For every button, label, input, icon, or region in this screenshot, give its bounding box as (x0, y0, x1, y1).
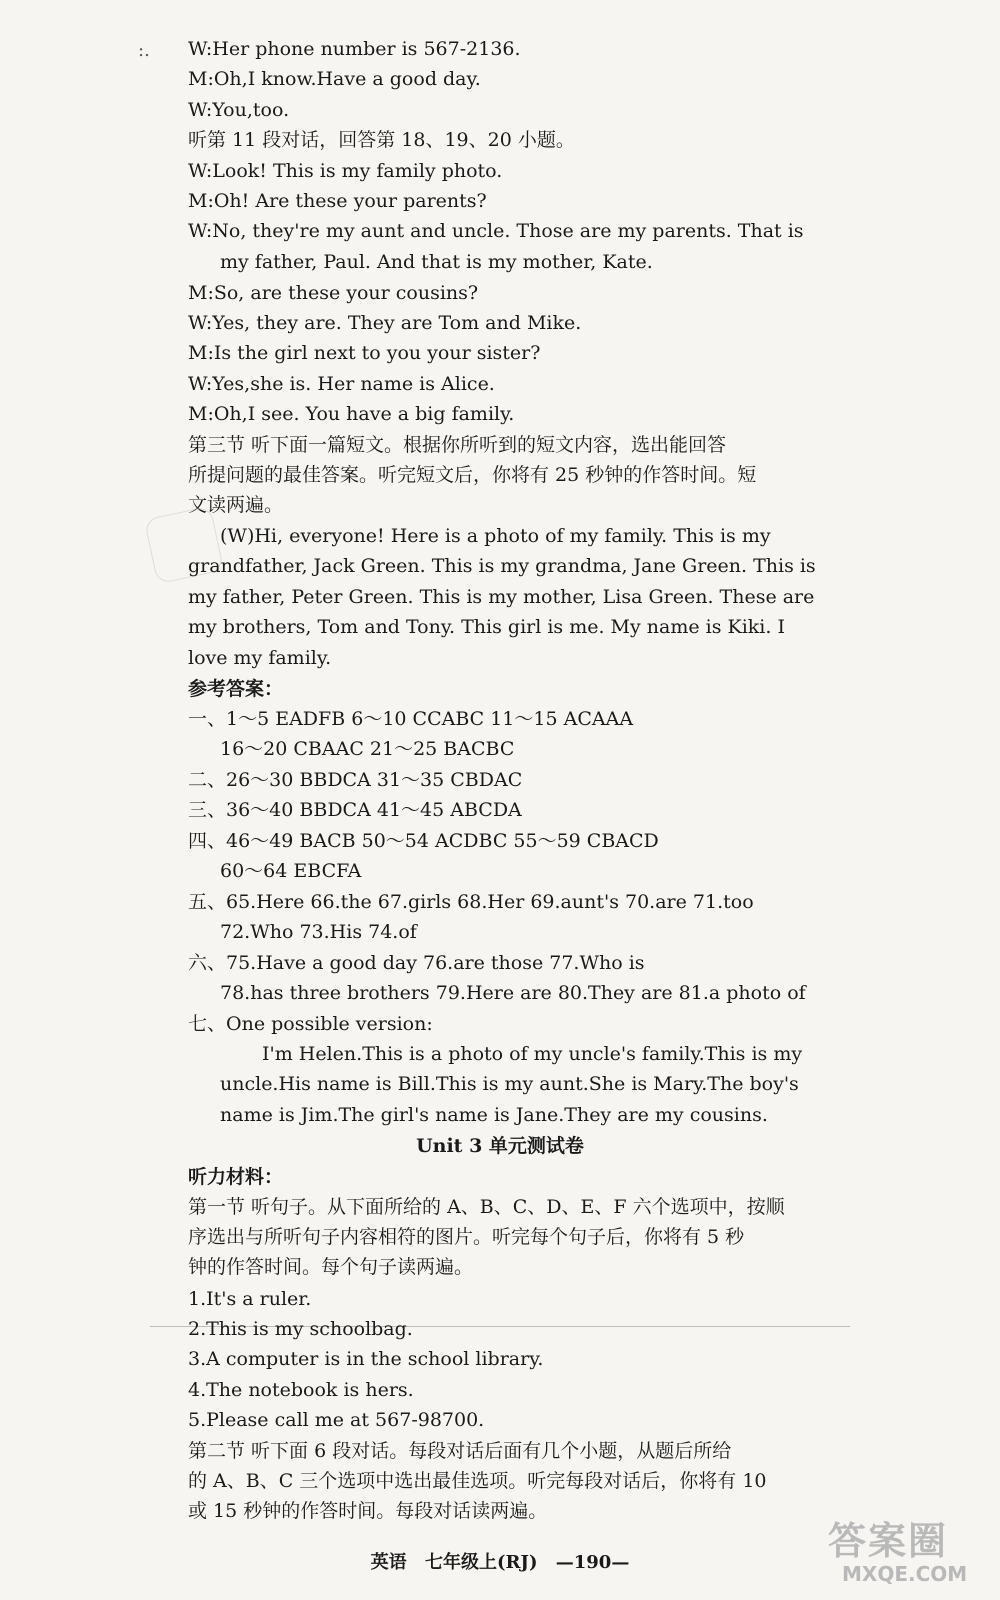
sentence-item: 3.A computer is in the school library. (188, 1348, 544, 1370)
instruction-line: 第一节 听句子。从下面所给的 A、B、C、D、E、F 六个选项中，按顺 (188, 1196, 785, 1218)
answer-line: 二、26～30 BBDCA 31～35 CBDAC (188, 769, 523, 791)
dialogue-line: M:Oh! Are these your parents? (188, 190, 487, 212)
passage-line: love my family. (188, 647, 332, 669)
footer-subject: 英语 (370, 1552, 407, 1573)
answer-line: 三、36～40 BBDCA 41～45 ABCDA (188, 799, 522, 821)
instruction-line: 所提问题的最佳答案。听完短文后，你将有 25 秒钟的作答时间。短 (188, 464, 757, 486)
answer-line: 78.has three brothers 79.Here are 80.They are 81.a photo of (220, 982, 806, 1004)
instruction-line: 或 15 秒钟的作答时间。每段对话读两遍。 (188, 1500, 548, 1522)
sentence-item: 4.The notebook is hers. (188, 1379, 414, 1401)
passage-line: my brothers, Tom and Tony. This girl is me. My name is Kiki. I (188, 616, 785, 638)
dialogue-line: W:You,too. (188, 99, 290, 121)
margin-mark: :. (138, 40, 150, 61)
dialogue-line: M:So, are these your cousins? (188, 282, 479, 304)
watermark-url: MXQE.COM (842, 1562, 968, 1586)
dialogue-line: W:Her phone number is 567-2136. (188, 38, 521, 60)
answers-heading: 参考答案： (188, 678, 284, 700)
answer-line: 60～64 EBCFA (220, 860, 362, 882)
dialogue-line: M:Oh,I know.Have a good day. (188, 68, 481, 90)
answer-line: 16～20 CBAAC 21～25 BACBC (220, 738, 515, 760)
essay-line: name is Jim.The girl's name is Jane.They are my cousins. (220, 1104, 768, 1126)
instruction-line: 文读两遍。 (188, 494, 284, 516)
dialogue-line: M:Is the girl next to you your sister? (188, 342, 541, 364)
unit-title: Unit 3 单元测试卷 (416, 1135, 584, 1157)
passage-line: grandfather, Jack Green. This is my grandma, Jane Green. This is (188, 555, 816, 577)
instruction-line: 第三节 听下面一篇短文。根据你所听到的短文内容，选出能回答 (188, 434, 727, 456)
instruction-line: 钟的作答时间。每个句子读两遍。 (188, 1256, 474, 1278)
passage-line: my father, Peter Green. This is my mother, Lisa Green. These are (188, 586, 815, 608)
answer-line: 72.Who 73.His 74.of (220, 921, 417, 943)
page-number: —190— (555, 1552, 630, 1573)
listening-heading: 听力材料： (188, 1166, 284, 1188)
instruction-line: 序选出与所听句子内容相符的图片。听完每个句子后，你将有 5 秒 (188, 1226, 745, 1248)
dialogue-line: M:Oh,I see. You have a big family. (188, 403, 515, 425)
sentence-item: 1.It's a ruler. (188, 1288, 312, 1310)
watermark-text: 答案圈 (828, 1519, 949, 1563)
dialogue-line: W:Look! This is my family photo. (188, 160, 503, 182)
dialogue-line: W:Yes,she is. Her name is Alice. (188, 373, 495, 395)
dialogue-line: W:Yes, they are. They are Tom and Mike. (188, 312, 582, 334)
instruction-line: 第二节 听下面 6 段对话。每段对话后面有几个小题，从题后所给 (188, 1440, 732, 1462)
passage-line: (W)Hi, everyone! Here is a photo of my family. This is my (220, 525, 771, 547)
answer-line: 六、75.Have a good day 76.are those 77.Who is (188, 952, 645, 974)
sentence-item: 5.Please call me at 567-98700. (188, 1409, 485, 1431)
watermark-logo (828, 1510, 978, 1590)
section-note: 听第 11 段对话，回答第 18、19、20 小题。 (188, 129, 575, 151)
essay-line: I'm Helen.This is a photo of my uncle's family.This is my (262, 1043, 803, 1065)
answer-line: 四、46～49 BACB 50～54 ACDBC 55～59 CBACD (188, 830, 659, 852)
answer-line: 五、65.Here 66.the 67.girls 68.Her 69.aunt's 70.are 71.too (188, 891, 754, 913)
footer-grade: 七年级上(RJ) (424, 1552, 538, 1573)
essay-line: uncle.His name is Bill.This is my aunt.She is Mary.The boy's (220, 1073, 799, 1095)
dialogue-line: my father, Paul. And that is my mother, Kate. (220, 251, 653, 273)
dialogue-line: W:No, they're my aunt and uncle. Those are my parents. That is (188, 220, 804, 242)
instruction-line: 的 A、B、C 三个选项中选出最佳选项。听完每段对话后，你将有 10 (188, 1470, 767, 1492)
answer-line: 七、One possible version: (188, 1013, 433, 1035)
sentence-item: 2.This is my schoolbag. (188, 1318, 413, 1340)
answer-line: 一、1～5 EADFB 6～10 CCABC 11～15 ACAAA (188, 708, 634, 730)
